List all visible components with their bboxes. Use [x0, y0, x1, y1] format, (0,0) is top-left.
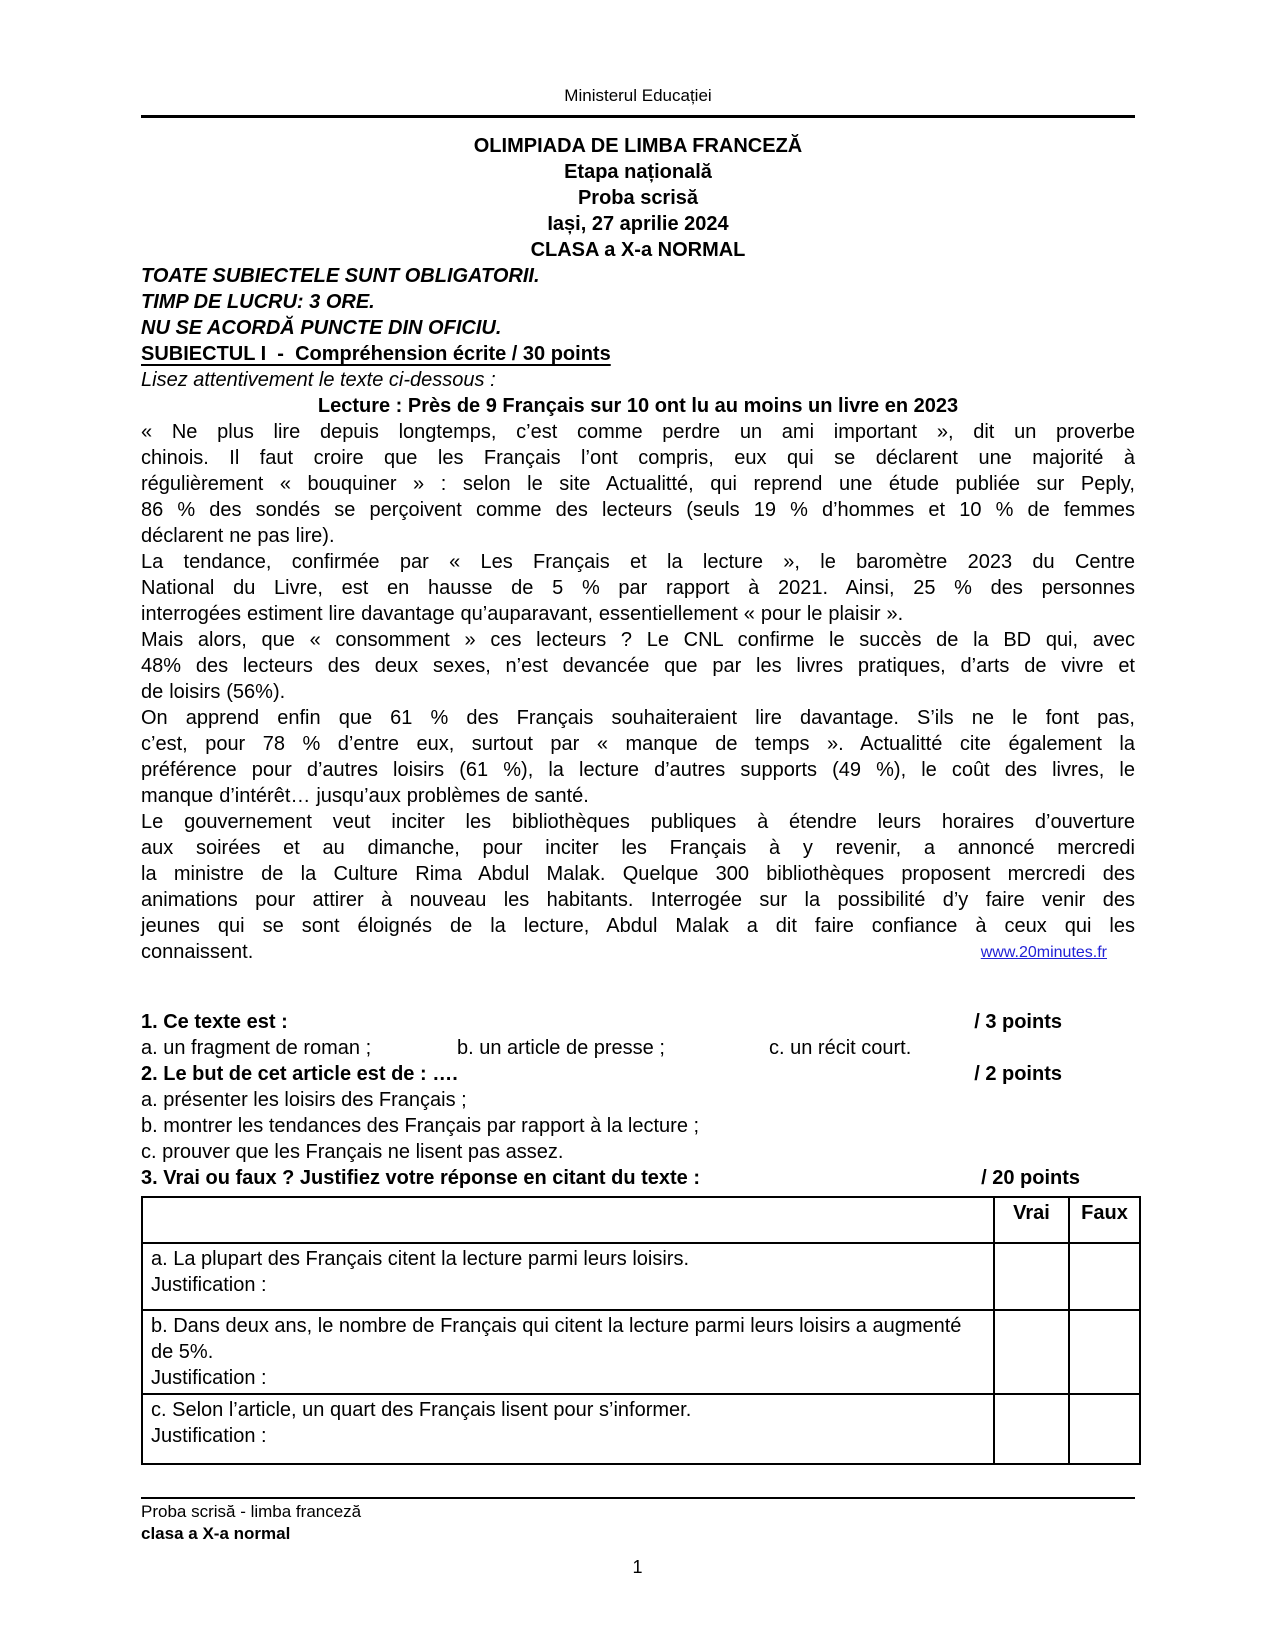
article-line: On apprend enfin que 61 % des Français souhaiteraient lire davantage. S’ils ne le font pas, — [141, 707, 1135, 729]
question-3-points: / 20 points — [981, 1167, 1080, 1189]
section1-instruction: Lisez attentivement le texte ci-dessous : — [141, 369, 496, 391]
question-1-options — [141, 1035, 1135, 1061]
article-line: National du Livre, est en hausse de 5 % par rapport à 2021. Ainsi, 25 % des personnes — [141, 577, 1135, 599]
true-false-table — [141, 1196, 1141, 1465]
question-1-label: 1. Ce texte est : — [141, 1011, 288, 1033]
question-1-option-c: c. un récit court. — [769, 1037, 912, 1059]
exam-type-line: Proba scrisă — [577, 187, 699, 209]
article-paragraph — [141, 549, 1135, 627]
date-line: Iași, 27 aprilie 2024 — [547, 213, 729, 235]
ministry-header: Ministerul Educației — [564, 86, 712, 105]
article-paragraph — [141, 705, 1135, 809]
table-header-empty-cell — [142, 1197, 994, 1243]
article-line: de loisirs (56%). — [141, 681, 286, 703]
page-footer — [141, 1501, 361, 1545]
statement-cell — [142, 1394, 994, 1464]
article-line: La tendance, confirmée par « Les Français et la lecture », le baromètre 2023 du Centre — [141, 551, 1135, 573]
title-block — [141, 133, 1135, 263]
notice-line-points: NU SE ACORDĂ PUNCTE DIN OFICIU. — [141, 317, 502, 339]
article-line: déclarent ne pas lire). — [141, 525, 335, 547]
vrai-answer-cell[interactable] — [994, 1310, 1069, 1394]
vrai-answer-cell[interactable] — [994, 1394, 1069, 1464]
table-header-faux: Faux — [1069, 1197, 1140, 1243]
statement-text: c. Selon l’article, un quart des Français lisent pour s’informer. — [151, 1399, 692, 1421]
table-row — [142, 1310, 1140, 1394]
article-line: Mais alors, que « consomment » ces lecteurs ? Le CNL confirme le succès de la BD qui, avec — [141, 629, 1135, 651]
justification-label: Justification : — [151, 1425, 267, 1447]
header-divider — [141, 115, 1135, 118]
question-1-points: / 3 points — [974, 1011, 1062, 1033]
section1-heading-row — [141, 341, 1135, 367]
question-1-option-a: a. un fragment de roman ; — [141, 1037, 372, 1059]
section1-heading: SUBIECTUL I - Compréhension écrite / 30 points — [141, 343, 611, 365]
article-line: 86 % des sondés se perçoivent comme des lecteurs (seuls 19 % d’hommes et 10 % de femmes — [141, 499, 1135, 521]
justification-label: Justification : — [151, 1367, 267, 1389]
source-link[interactable]: www.20minutes.fr — [980, 944, 1107, 961]
stage-line: Etapa națională — [564, 161, 712, 183]
question-3-row — [141, 1165, 1135, 1191]
article-line: 48% des lecteurs des deux sexes, n’est devancée que par les livres pratiques, d’arts de vivre et — [141, 655, 1135, 677]
question-1-row — [141, 1009, 1135, 1035]
article-line: préférence pour d’autres loisirs (61 %), la lecture d’autres supports (49 %), le coût des livres, le — [141, 759, 1135, 781]
vrai-answer-cell[interactable] — [994, 1243, 1069, 1310]
article-title: Lecture : Près de 9 Français sur 10 ont lu au moins un livre en 2023 — [317, 395, 959, 417]
question-3-label: 3. Vrai ou faux ? Justifiez votre réponse en citant du texte : — [141, 1167, 701, 1189]
question-2-row — [141, 1061, 1135, 1087]
faux-answer-cell[interactable] — [1069, 1243, 1140, 1310]
faux-answer-cell[interactable] — [1069, 1394, 1140, 1464]
article-paragraph — [141, 627, 1135, 705]
table-row — [142, 1394, 1140, 1464]
olympiad-title: OLIMPIADA DE LIMBA FRANCEZĂ — [473, 135, 803, 157]
article-line: régulièrement « bouquiner » : selon le site Actualitté, qui reprend une étude publiée sur Peply, — [141, 473, 1135, 495]
truefalse-table-body — [142, 1197, 1140, 1464]
article-line: manque d’intérêt… jusqu’aux problèmes de santé. — [141, 785, 589, 807]
page-number: 1 — [632, 1557, 643, 1577]
justification-label: Justification : — [151, 1274, 267, 1296]
statement-cell — [142, 1310, 994, 1394]
question-2-option-c: c. prouver que les Français ne lisent pas assez. — [141, 1141, 564, 1163]
notice-line-time: TIMP DE LUCRU: 3 ORE. — [141, 291, 375, 313]
article-line: interrogées estiment lire davantage qu’auparavant, essentiellement « pour le plaisir ». — [141, 603, 904, 625]
question-2-points: / 2 points — [974, 1063, 1062, 1085]
exam-notice — [141, 263, 1135, 341]
question-2-option-a: a. présenter les loisirs des Français ; — [141, 1089, 467, 1111]
article-line: aux soirées et au dimanche, pour inciter les Français à y revenir, a annoncé mercredi — [141, 837, 1135, 859]
faux-answer-cell[interactable] — [1069, 1310, 1140, 1394]
article-body — [141, 419, 1135, 965]
footer-exam-line: Proba scrisă - limba franceză — [141, 1502, 362, 1521]
class-line: CLASA a X-a NORMAL — [530, 239, 746, 261]
page-content — [141, 0, 1135, 1465]
article-line: Le gouvernement veut inciter les bibliothèques publiques à étendre leurs horaires d’ouverture — [141, 811, 1135, 833]
article-line: connaissent. — [141, 941, 254, 963]
footer-class-line: clasa a X-a normal — [141, 1524, 291, 1543]
question-2-option-b: b. montrer les tendances des Français par rapport à la lecture ; — [141, 1115, 700, 1137]
question-2-label: 2. Le but de cet article est de : …. — [141, 1063, 458, 1085]
questions-block — [141, 1009, 1135, 1465]
article-line: c’est, pour 78 % d’entre eux, surtout par « manque de temps ». Actualitté cite également la — [141, 733, 1135, 755]
article-line: jeunes qui se sont éloignés de la lecture, Abdul Malak a dit faire confiance à ceux qui les — [141, 915, 1135, 937]
article-line: « Ne plus lire depuis longtemps, c’est comme perdre un ami important », dit un proverbe — [141, 421, 1135, 443]
article-line: la ministre de la Culture Rima Abdul Malak. Quelque 300 bibliothèques proposent mercredi des — [141, 863, 1135, 885]
statement-text: b. Dans deux ans, le nombre de Français qui citent la lecture parmi leurs loisirs a augmenté de 5%. — [151, 1315, 962, 1363]
table-header-row — [142, 1197, 1140, 1243]
table-row — [142, 1243, 1140, 1310]
statement-cell — [142, 1243, 994, 1310]
article-paragraph — [141, 419, 1135, 549]
table-header-vrai: Vrai — [994, 1197, 1069, 1243]
article-line: animations pour attirer à nouveau les habitants. Interrogée sur la possibilité d’y faire venir des — [141, 889, 1135, 911]
statement-text: a. La plupart des Français citent la lecture parmi leurs loisirs. — [151, 1248, 690, 1270]
footer-divider — [141, 1497, 1135, 1499]
article-line: chinois. Il faut croire que les Français l’ont compris, eux qui se déclarent une majorité à — [141, 447, 1135, 469]
question-1-option-b: b. un article de presse ; — [457, 1037, 665, 1059]
notice-line-mandatory: TOATE SUBIECTELE SUNT OBLIGATORII. — [141, 265, 540, 287]
